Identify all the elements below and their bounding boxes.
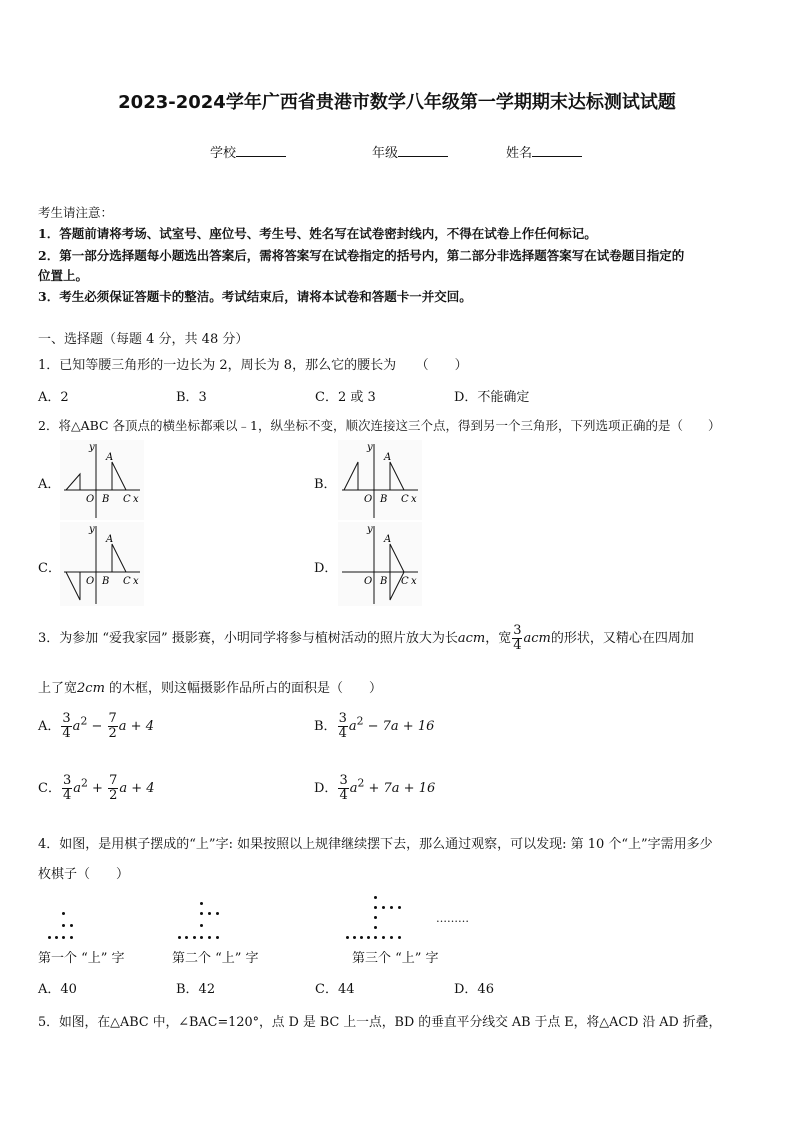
q4-line1: 4．如图，是用棋子摆成的“上”字: 如果按照以上规律继续摆下去，那么通过观察，可以发现: 第 10 个“上”字需用多少 (38, 837, 713, 852)
c-label: C (401, 576, 409, 587)
notice-item-1: 1．答题前请将考场、试室号、座位号、考生号、姓名写在试卷密封线内，不得在试卷上作任何标记。 (38, 226, 597, 241)
option-label: A． (38, 719, 61, 734)
name-field (506, 142, 582, 161)
q3-option-d[interactable] (314, 774, 435, 803)
frac-den: 2 (108, 726, 117, 741)
grade-blank (398, 144, 448, 157)
q3-text-a: 3．为参加 “爱我家园” 摄影赛，小明同学将参与植树活动的照片放大为长 (38, 631, 458, 646)
original-triangle (390, 462, 404, 490)
frac-den: 4 (62, 788, 72, 803)
q3-line1 (38, 624, 694, 653)
exponent: 2 (80, 714, 88, 728)
exponent: 2 (356, 714, 364, 728)
q2-graph-b (338, 440, 422, 520)
section-heading: 一、选择题（每题 4 分，共 48 分） (38, 332, 249, 347)
q3-option-b[interactable] (314, 712, 434, 741)
caption-3: 第三个 “上” 字 (352, 951, 439, 966)
original-triangle (112, 544, 126, 572)
reflected-triangle (66, 572, 80, 600)
school-label: 学校 (210, 146, 237, 161)
q4-option-b[interactable]: B．42 (176, 982, 216, 997)
b-label: B (380, 576, 388, 587)
coef-fraction (61, 712, 71, 741)
frac-num: 3 (513, 623, 522, 638)
original-triangle (390, 544, 404, 572)
notice-item-3: 3．考生必须保证答题卡的整洁。考试结束后，请将本试卷和答题卡一并交回。 (38, 289, 472, 304)
q3-option-a[interactable] (38, 712, 154, 741)
reflected-triangle (344, 462, 358, 490)
operator: − (87, 719, 107, 734)
x-label: x (133, 494, 139, 505)
rest: + 7a + 16 (364, 781, 436, 796)
grade-field (372, 142, 448, 161)
o-label: O (86, 576, 95, 587)
shang-figure-2 (178, 898, 238, 944)
frac-num: 3 (339, 773, 348, 788)
coef-fraction (338, 712, 348, 741)
y-label: y (89, 524, 95, 535)
q1-option-a[interactable]: A．2 (38, 390, 69, 405)
shang-figure-1 (48, 908, 88, 944)
frac-num: 7 (109, 773, 118, 788)
q2-graph-a (60, 440, 144, 520)
q3-var-length: acm (457, 631, 486, 646)
notice-heading: 考生请注意： (38, 205, 114, 220)
q2-option-b[interactable]: B． (314, 477, 337, 492)
rest: a + 4 (118, 719, 154, 734)
notice-item-2: 2．第一部分选择题每小题选出答案后，需将答案写在试卷指定的括号内，第二部分非选择题答案写在试卷题目指定的 (38, 248, 685, 263)
name-blank (532, 144, 582, 157)
o-label: O (364, 494, 373, 505)
q4-option-d[interactable]: D．46 (454, 982, 494, 997)
q3-var-width: acm (523, 631, 551, 646)
o-label: O (364, 576, 373, 587)
frac-num: 3 (62, 711, 71, 726)
frac-den: 4 (338, 726, 347, 741)
a-label: A (384, 534, 392, 545)
frac-num: 7 (108, 711, 117, 726)
rest: − 7a + 16 (363, 719, 435, 734)
var-a: a (72, 719, 81, 734)
rest: a + 4 (119, 781, 155, 796)
q3-option-c[interactable] (38, 774, 155, 803)
q1-option-c[interactable]: C．2 或 3 (315, 390, 376, 405)
frac-den: 4 (513, 638, 522, 653)
y-label: y (367, 524, 373, 535)
x-label: x (411, 576, 417, 587)
x-label: x (411, 494, 417, 505)
c-label: C (401, 494, 409, 505)
q3-var-frame: 2cm (77, 681, 105, 696)
q1-option-d[interactable]: D．不能确定 (454, 390, 530, 405)
q5-stem: 5．如图，在△ABC 中，∠BAC=120°，点 D 是 BC 上一点，BD 的垂直平分线交 AB 于点 E，将△ACD 沿 AD 折叠， (38, 1015, 722, 1030)
caption-1: 第一个 “上” 字 (38, 951, 125, 966)
b-label: B (102, 576, 110, 587)
a-label: A (106, 534, 114, 545)
name-label: 姓名 (506, 146, 533, 161)
operator: + (87, 781, 108, 796)
q3-line2-a: 上了宽 (38, 681, 78, 696)
q2-graph-c (60, 522, 144, 606)
option-label: C． (38, 781, 61, 796)
b-label: B (380, 494, 388, 505)
q1-stem: 1．已知等腰三角形的一边长为 2，周长为 8，那么它的腰长为 （ ） (38, 358, 468, 373)
frac-den: 2 (109, 788, 118, 803)
option-label: D． (314, 781, 338, 796)
o-label: O (86, 494, 95, 505)
q3-text-c: 的形状，又精心在四周加 (550, 631, 694, 646)
q3-line2 (38, 677, 382, 696)
shang-figure-3 (346, 894, 416, 944)
school-field (210, 142, 286, 161)
var-a: a (349, 781, 358, 796)
school-blank (236, 144, 286, 157)
frac-num: 3 (338, 711, 347, 726)
a-label: A (106, 452, 114, 463)
q2-stem: 2．将△ABC 各顶点的横坐标都乘以﹣1，纵坐标不变，顺次连接这三个点，得到另一个三角形，下列选项正确的是（ ） (38, 418, 721, 433)
frac-num: 3 (62, 773, 72, 788)
original-triangle (112, 462, 126, 490)
q1-option-b[interactable]: B．3 (176, 390, 207, 405)
exponent: 2 (357, 776, 365, 790)
coef-fraction (338, 774, 348, 803)
reflected-triangle (66, 474, 80, 490)
c-label: C (123, 494, 131, 505)
frac-den: 4 (62, 726, 71, 741)
frac-den: 4 (339, 788, 348, 803)
grade-label: 年级 (372, 146, 399, 161)
q2-option-c[interactable]: C． (38, 561, 61, 576)
var-a: a (348, 719, 357, 734)
exponent: 2 (81, 776, 88, 790)
term-fraction (108, 774, 118, 803)
x-label: x (133, 576, 139, 587)
coef-fraction (62, 774, 72, 803)
q3-line2-b: 的木框，则这幅摄影作品所占的面积是（ ） (104, 681, 383, 696)
page-title: 2023-2024学年广西省贵港市数学八年级第一学期期末达标测试试题 (118, 92, 676, 113)
caption-2: 第二个 “上” 字 (172, 951, 259, 966)
q2-graph-d (338, 522, 422, 606)
q4-option-a[interactable]: A．40 (38, 982, 77, 997)
q3-fraction (512, 624, 522, 653)
notice-item-2-cont: 位置上。 (38, 268, 89, 283)
var-a: a (73, 781, 81, 796)
ellipsis: ……… (436, 912, 469, 925)
b-label: B (102, 494, 110, 505)
y-label: y (89, 442, 95, 453)
option-label: B． (314, 719, 337, 734)
q2-option-a[interactable]: A． (38, 477, 61, 492)
y-label: y (367, 442, 373, 453)
q4-line2: 枚棋子（ ） (38, 867, 130, 882)
q2-option-d[interactable]: D． (314, 561, 338, 576)
q3-text-b: ，宽 (485, 631, 512, 646)
c-label: C (123, 576, 131, 587)
term-fraction (108, 712, 118, 741)
a-label: A (384, 452, 392, 463)
q4-option-c[interactable]: C．44 (315, 982, 355, 997)
